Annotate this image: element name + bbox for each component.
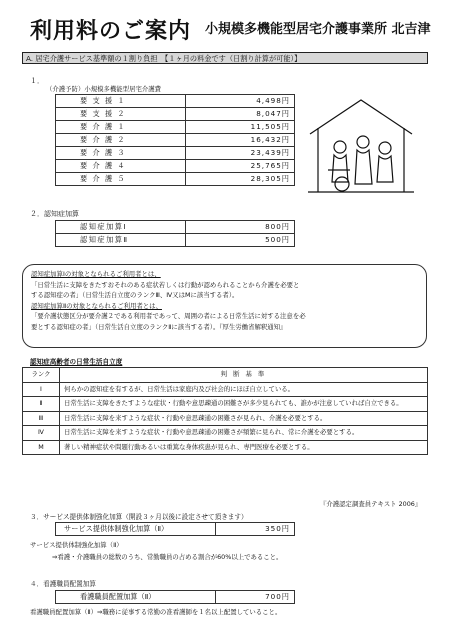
judge-criteria: 何らかの認知症を有するが、日常生活は家庭内及び社会的にほぼ自立している。: [60, 382, 428, 397]
judge-col-criteria: 判 断 基 準: [60, 368, 428, 383]
fee-amount: 25,765円: [186, 160, 295, 173]
judge-rank: M: [23, 440, 60, 455]
fee-amount: 800円: [186, 221, 295, 234]
fee-label: 要 介 護 １: [56, 121, 186, 134]
service-amount: 350円: [216, 523, 295, 536]
table-row: [23, 382, 428, 397]
table-row: [56, 147, 295, 160]
page-title: 利用料のご案内: [30, 19, 192, 44]
table-row: [23, 397, 428, 412]
judge-table: [22, 367, 428, 455]
section3-note2: ⇒看護・介護職員の総数のうち、常勤職員の占める割合が60%以上であること。: [52, 553, 283, 561]
table-row: [56, 95, 295, 108]
nurse-fee-table: [55, 590, 295, 604]
table-row: [23, 411, 428, 426]
fee-label: 要 介 護 ３: [56, 147, 186, 160]
care-illustration-image: [300, 92, 422, 196]
section2-heading: ２．認知症加算: [30, 210, 79, 218]
section3-note1: サービス提供体制強化加算（Ⅱ）: [30, 541, 123, 549]
judge-col-rank: ランク: [23, 368, 60, 383]
table-row: [56, 134, 295, 147]
fee-amount: 11,505円: [186, 121, 295, 134]
judge-rank: Ⅱ: [23, 397, 60, 412]
judge-rank: Ⅳ: [23, 426, 60, 441]
table-row: [56, 121, 295, 134]
note-line: 「要介護状態区分が要介護２である利用者であって、周囲の者による日常生活に対する注意を必: [31, 312, 306, 320]
judge-rank: Ⅲ: [23, 411, 60, 426]
table-row: [56, 173, 295, 186]
judge-heading: 認知症高齢者の日常生活自立度: [30, 358, 123, 366]
note-line: 認知症加算Ⅱの対象となられるご利用者とは、: [31, 301, 162, 310]
fee-table: [55, 94, 295, 186]
section4-note: 看護職員配置加算（Ⅱ）⇒職務に従事する常勤の准看護師を１名以上配置していること。: [30, 608, 282, 616]
fee-amount: 23,439円: [186, 147, 295, 160]
table-row: [56, 108, 295, 121]
service-fee-table: [55, 522, 295, 536]
table-row: [56, 221, 295, 234]
service-label: サービス提供体制強化加算（Ⅱ）: [56, 523, 216, 536]
judge-criteria: 日常生活に支障を来すような症状・行動や意思疎通の困難さが頻繁に見られ、常に介護を必要とする。: [60, 426, 428, 441]
table-row: [23, 426, 428, 441]
fee-amount: 16,432円: [186, 134, 295, 147]
dementia-fee-table: [55, 220, 295, 247]
organization-name: 小規模多機能型居宅介護事業所 北吉津: [205, 22, 431, 37]
judge-rank: Ⅰ: [23, 382, 60, 397]
judge-criteria: 日常生活に支障を来すような症状・行動や意思疎通の困難さが見られ、介護を必要とする。: [60, 411, 428, 426]
fee-amount: 28,305円: [186, 173, 295, 186]
fee-label: 認知症加算Ⅰ: [56, 221, 186, 234]
note-line: 認知症加算Ⅰの対象となられるご利用者とは、: [31, 270, 161, 278]
fee-label: 要 介 護 ２: [56, 134, 186, 147]
fee-label: 要 支 援 １: [56, 95, 186, 108]
fee-amount: 4,498円: [186, 95, 295, 108]
section1-subheading: （介護予防）小規模多機能型居宅介護費: [46, 85, 162, 93]
fee-label: 要 介 護 ４: [56, 160, 186, 173]
judge-source: 『介護認定調査員テキスト 2006』: [320, 500, 422, 508]
note-line: 「日常生活に支障をきたすおそれのある症状若しくは行動が認められることから介護を必要と: [31, 280, 300, 289]
fee-label: 要 支 援 ２: [56, 108, 186, 121]
table-row: [56, 523, 295, 536]
section4-heading: ４．看護職員配置加算: [30, 580, 96, 588]
section1-number: １．: [30, 77, 44, 85]
table-row: [23, 440, 428, 455]
note-line: 要とする認知症の者」（日常生活自立度のランクⅡに該当する者）。『厚生労働省解釈通知』: [31, 322, 287, 331]
table-row: [56, 591, 295, 604]
note-line: する認知症の者」（日常生活自立度のランクⅢ、Ⅳ又はMに該当する者）。: [31, 291, 239, 299]
fee-amount: 500円: [186, 234, 295, 247]
table-row: [56, 234, 295, 247]
fee-label: 認知症加算Ⅱ: [56, 234, 186, 247]
nurse-amount: 700円: [216, 591, 295, 604]
judge-criteria: 著しい精神症状や問題行動あるいは重篤な身体疾患が見られ、専門医療を必要とする。: [60, 440, 428, 455]
nurse-label: 看護職員配置加算（Ⅱ）: [56, 591, 216, 604]
dementia-note-box: [22, 264, 427, 348]
fee-amount: 8,047円: [186, 108, 295, 121]
section3-heading: ３．サービス提供体制強化加算（開設３ヶ月以後に設定させて頂きます）: [30, 513, 248, 521]
judge-criteria: 日常生活に支障をきたすような症状・行動や意思疎通の困難さが多少見られても、誰かが注意していれば自立できる。: [60, 397, 428, 412]
fee-label: 要 介 護 ５: [56, 173, 186, 186]
section-a-header: A. 居宅介護サービス基準額の１割り負担 【１ヶ月の料金です（日割り計算が可能）】: [22, 52, 428, 64]
table-row: [56, 160, 295, 173]
